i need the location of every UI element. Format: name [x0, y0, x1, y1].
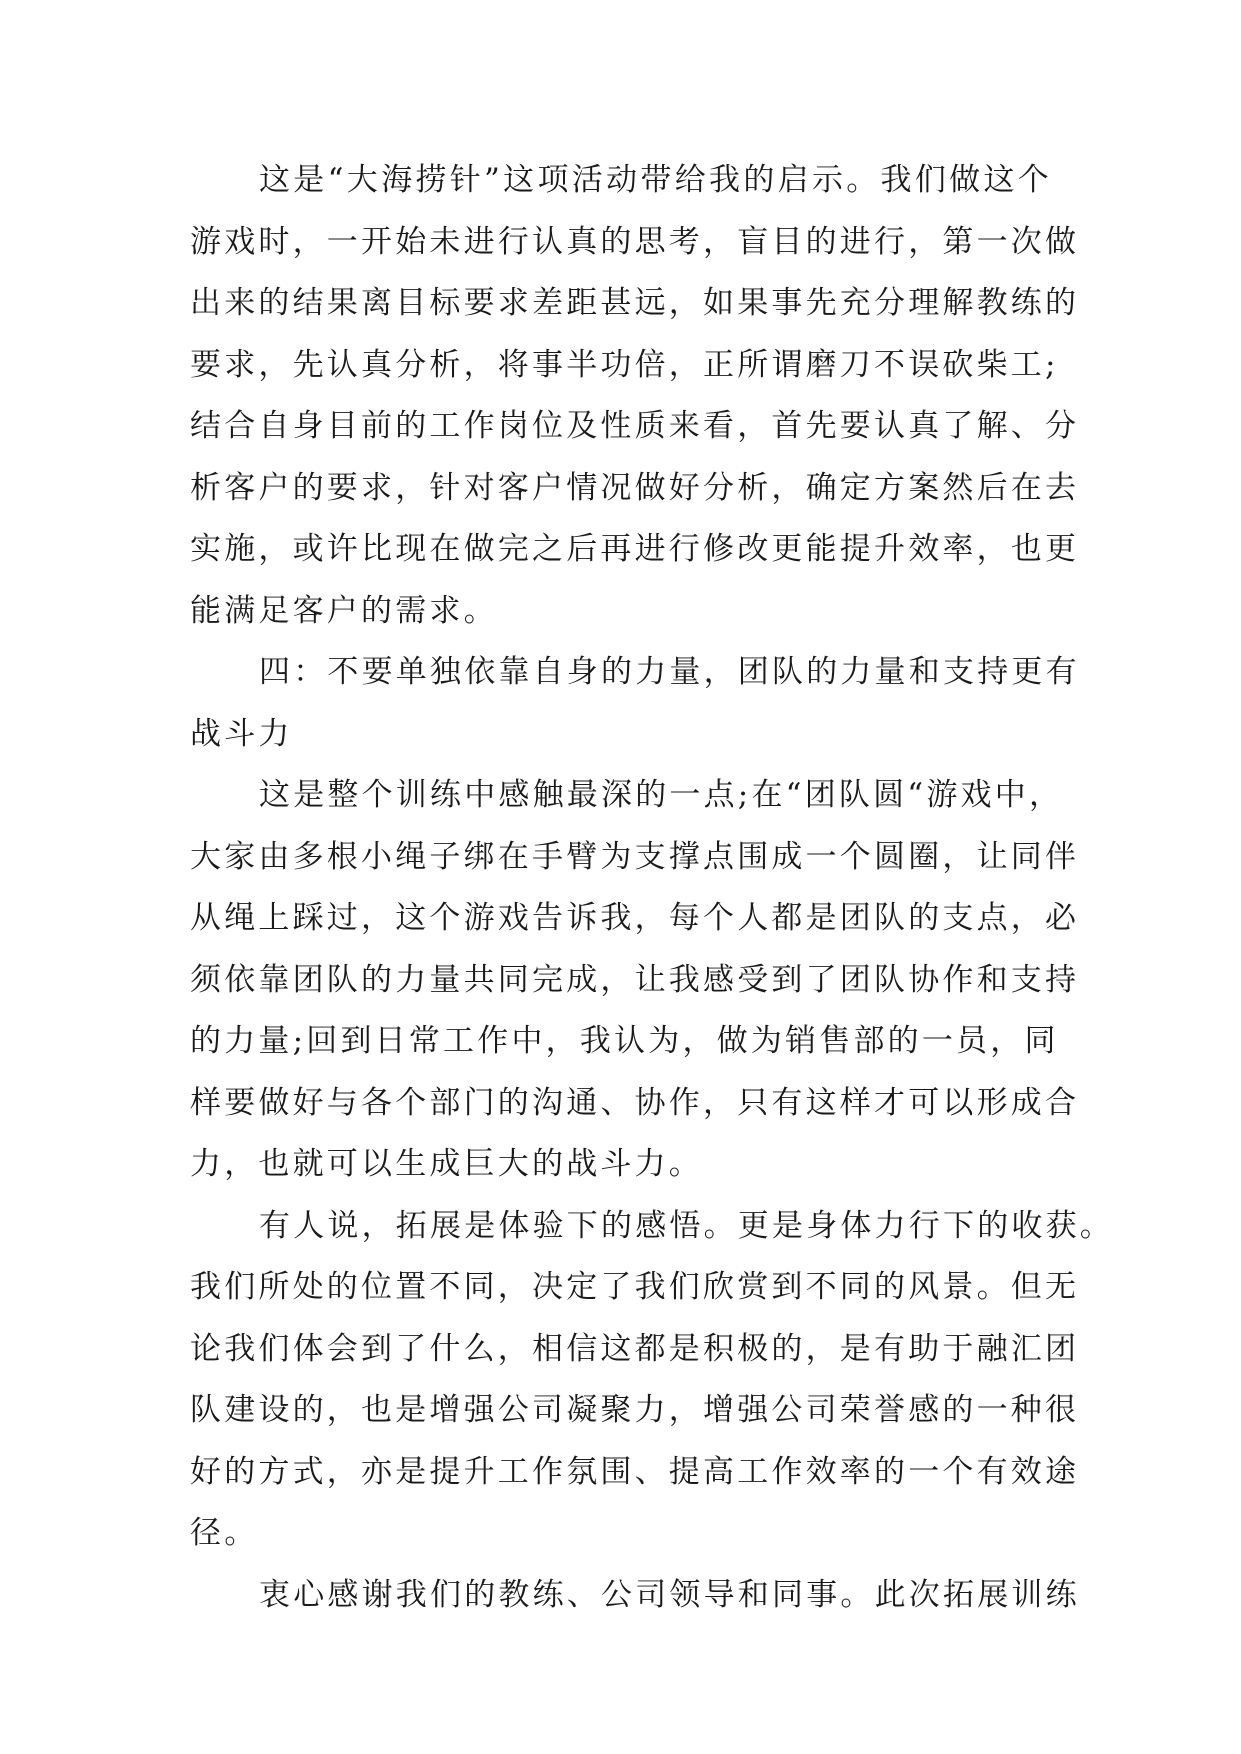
text-line: 大家由多根小绳子绑在手臂为支撑点围成一个圆圈，让同伴 [190, 838, 1080, 875]
paragraph-4 [190, 1196, 1114, 1565]
paragraph-2-heading [190, 642, 1080, 765]
document-body [190, 150, 1114, 1626]
text-line: 这是“大海捞针”这项活动带给我的启示。我们做这个 [259, 162, 1052, 198]
text-line: 结合自身目前的工作岗位及性质来看，首先要认真了解、分 [190, 408, 1080, 444]
text-line: 径。 [190, 1515, 259, 1551]
text-line: 好的方式，亦是提升工作氛围、提高工作效率的一个有效途 [190, 1453, 1080, 1490]
text-line: 衷心感谢我们的教练、公司领导和同事。此次拓展训练 [259, 1576, 1080, 1613]
text-line: 我们所处的位置不同，决定了我们欣赏到不同的风景。但无 [190, 1269, 1080, 1305]
text-line: 这是整个训练中感触最深的一点;在“团队圆“游戏中， [259, 777, 1064, 813]
text-line: 的力量;回到日常工作中，我认为，做为销售部的一员，同 [190, 1023, 1059, 1059]
paragraph-3 [190, 765, 1080, 1196]
text-line: 出来的结果离目标要求差距甚远，如果事先充分理解教练的 [190, 285, 1080, 321]
text-line: 析客户的要求，针对客户情况做好分析，确定方案然后在去 [190, 469, 1080, 506]
text-line: 从绳上踩过，这个游戏告诉我，每个人都是团队的支点，必 [190, 900, 1080, 936]
text-line: 游戏时，一开始未进行认真的思考，盲目的进行，第一次做 [190, 223, 1080, 260]
text-line: 战斗力 [190, 715, 293, 752]
text-line: 样要做好与各个部门的沟通、协作，只有这样才可以形成合 [190, 1084, 1080, 1121]
text-line: 能满足客户的需求。 [190, 592, 498, 629]
text-line: 须依靠团队的力量共同完成，让我感受到了团队协作和支持 [190, 961, 1080, 998]
text-line: 队建设的，也是增强公司凝聚力，增强公司荣誉感的一种很 [190, 1392, 1080, 1428]
text-line: 有人说，拓展是体验下的感悟。更是身体力行下的收获。 [259, 1207, 1114, 1244]
text-line: 论我们体会到了什么，相信这都是积极的，是有助于融汇团 [190, 1330, 1080, 1367]
text-line: 四：不要单独依靠自身的力量，团队的力量和支持更有 [259, 654, 1080, 690]
text-line: 要求，先认真分析，将事半功倍，正所谓磨刀不误砍柴工; [190, 346, 1059, 383]
paragraph-5 [190, 1565, 1080, 1627]
text-line: 力，也就可以生成巨大的战斗力。 [190, 1146, 703, 1182]
paragraph-1 [190, 150, 1080, 642]
text-line: 实施，或许比现在做完之后再进行修改更能提升效率，也更 [190, 531, 1080, 567]
